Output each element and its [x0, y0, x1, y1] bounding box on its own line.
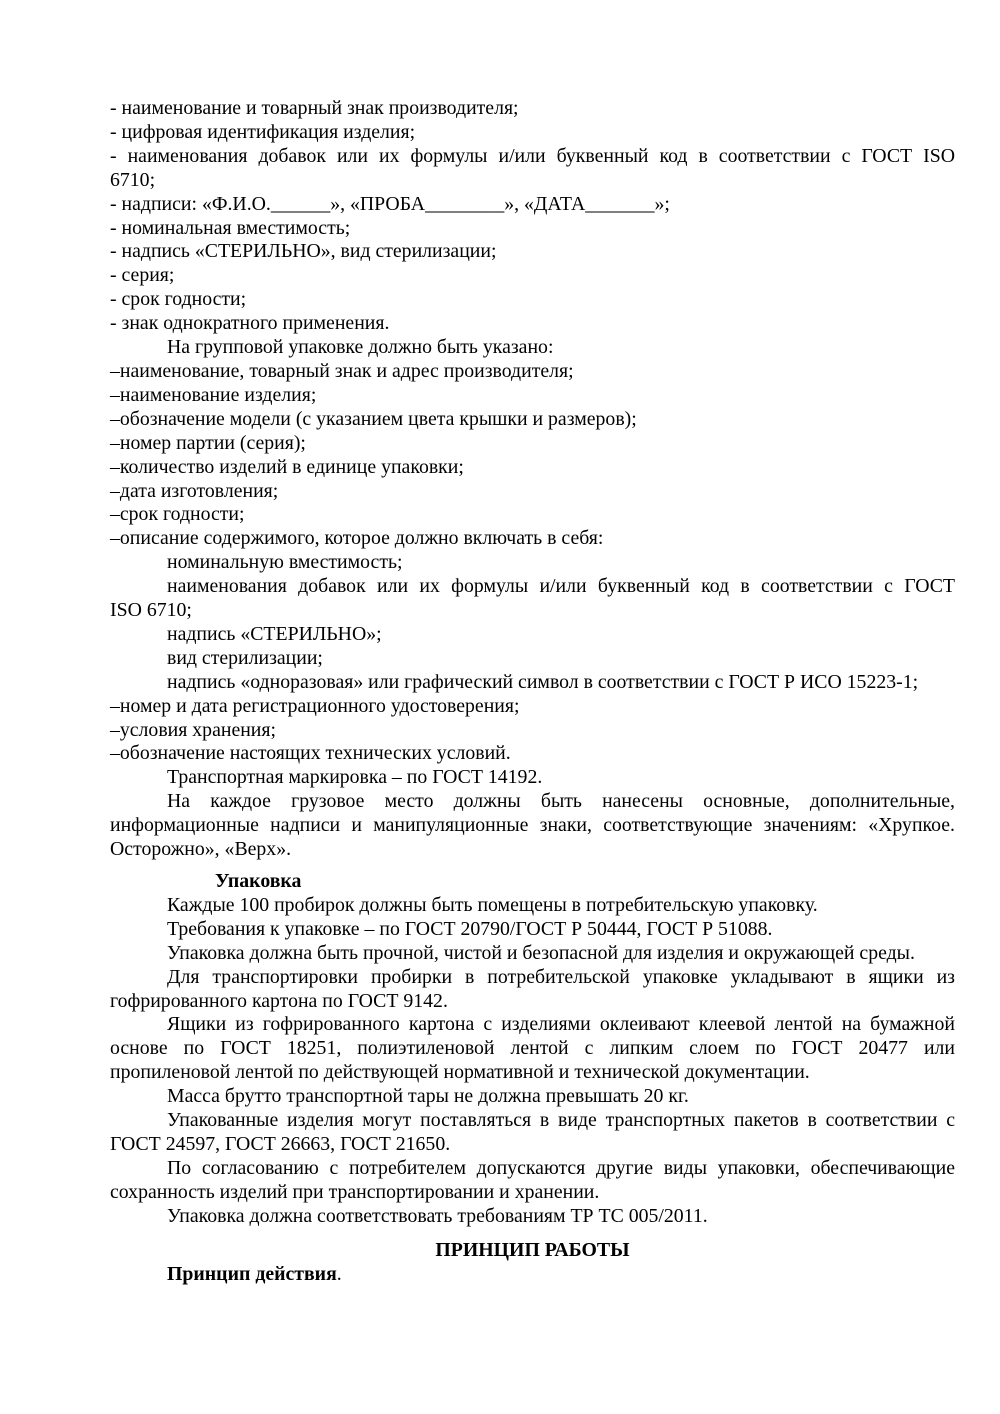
text-line: номинальную вместимость;	[167, 551, 403, 574]
vertical-gap	[110, 862, 955, 870]
text-line: ISO 6710;	[110, 599, 192, 622]
vertical-gap	[110, 1229, 955, 1239]
text-line: –описание содержимого, которое должно включать в себя:	[110, 527, 604, 550]
text-line: - серия;	[110, 264, 175, 287]
text-line: На каждое грузовое место должны быть нанесены основные, дополнительные,	[167, 790, 955, 813]
text-line: - номинальная вместимость;	[110, 216, 351, 239]
text-line: - срок годности;	[110, 288, 247, 311]
text-line: Упаковка должна соответствовать требованиям ТР ТС 005/2011.	[167, 1204, 708, 1227]
text-line: - наименование и товарный знак производителя;	[110, 97, 519, 119]
section-heading-upakovka: Упаковка	[215, 870, 302, 892]
text-line: - цифровая идентификация изделия;	[110, 120, 416, 143]
text-line: наименования добавок или их формулы и/или буквенный код в соответствии с ГОСТ	[167, 575, 955, 598]
text-line: Масса брутто транспортной тары не должна превышать 20 кг.	[167, 1085, 689, 1108]
text-line: По согласованию с потребителем допускаются другие виды упаковки, обеспечивающие	[167, 1156, 955, 1179]
text-line: - надписи: «Ф.И.О.______», «ПРОБА________», «ДАТА_______»;	[110, 192, 670, 215]
text-line: Для транспортировки пробирки в потребительской упаковке укладывают в ящики из	[167, 965, 955, 988]
text-line: гофрированного картона по ГОСТ 9142.	[110, 989, 448, 1012]
text-line: - надпись «СТЕРИЛЬНО», вид стерилизации;	[110, 240, 497, 263]
text-line: - знак однократного применения.	[110, 312, 390, 335]
text-line: –условия хранения;	[110, 718, 276, 741]
text-line: Каждые 100 пробирок должны быть помещены в потребительскую упаковку.	[167, 893, 818, 916]
text-line: основе по ГОСТ 18251, полиэтиленовой лентой с липким слоем по ГОСТ 20477 или	[110, 1037, 955, 1060]
text-line: Упакованные изделия могут поставляться в виде транспортных пакетов в соответствии с	[167, 1109, 955, 1132]
text-line: –наименование, товарный знак и адрес производителя;	[110, 359, 574, 382]
text-line: На групповой упаковке должно быть указано:	[167, 336, 554, 359]
text-line: –наименование изделия;	[110, 383, 317, 406]
document-body	[110, 97, 955, 1286]
text-line: пропиленовой лентой по действующей нормативной и технической документации.	[110, 1061, 810, 1084]
text-line: –срок годности;	[110, 503, 245, 526]
text-line: 6710;	[110, 168, 156, 191]
text-line: информационные надписи и манипуляционные знаки, соответствующие значениям: «Хрупкое.	[110, 814, 955, 837]
section-heading-princip-raboty: ПРИНЦИП РАБОТЫ	[435, 1238, 630, 1261]
text-line: –обозначение модели (с указанием цвета крышки и размеров);	[110, 407, 637, 430]
text-line: Осторожно», «Верх».	[110, 838, 292, 861]
text-line: Требования к упаковке – по ГОСТ 20790/ГОСТ Р 50444, ГОСТ Р 51088.	[167, 917, 773, 940]
subsection-heading-princip-deystviya	[110, 1263, 955, 1287]
text-line: –дата изготовления;	[110, 479, 279, 502]
text-line: –номер и дата регистрационного удостоверения;	[110, 694, 520, 717]
plain-tail-text: .	[336, 1262, 342, 1285]
text-line: –обозначение настоящих технических условий.	[110, 742, 511, 765]
text-line: вид стерилизации;	[167, 646, 323, 669]
bold-lead-text: Принцип действия	[167, 1262, 337, 1285]
text-line: - наименования добавок или их формулы и/или буквенный код в соответствии с ГОСТ ISO	[110, 144, 955, 167]
text-line: –количество изделий в единице упаковки;	[110, 455, 464, 478]
text-line: Транспортная маркировка – по ГОСТ 14192.	[167, 766, 543, 789]
text-line: надпись «СТЕРИЛЬНО»;	[167, 622, 382, 645]
text-line: Упаковка должна быть прочной, чистой и безопасной для изделия и окружающей среды.	[167, 941, 915, 964]
text-line: сохранность изделий при транспортировании и хранении.	[110, 1180, 600, 1203]
text-line: ГОСТ 24597, ГОСТ 26663, ГОСТ 21650.	[110, 1132, 451, 1155]
text-line: –номер партии (серия);	[110, 431, 306, 454]
text-line: Ящики из гофрированного картона с изделиями оклеивают клеевой лентой на бумажной	[167, 1013, 955, 1036]
text-line: надпись «одноразовая» или графический символ в соответствии с ГОСТ Р ИСО 15223-1;	[167, 670, 919, 693]
